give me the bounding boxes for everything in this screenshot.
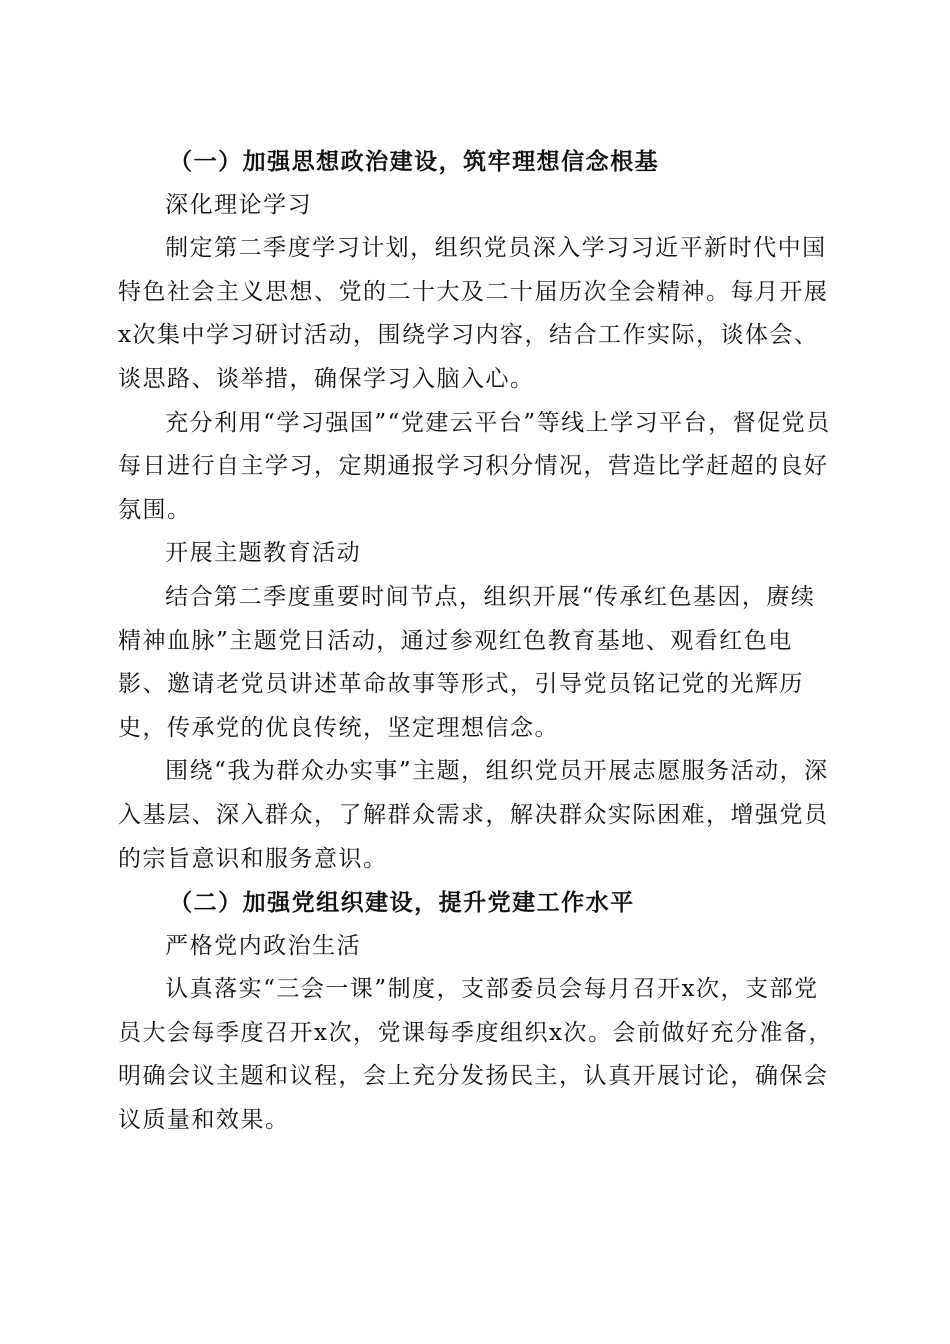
paragraph-three-meetings: 认真落实“三会一课”制度，支部委员会每月召开x次，支部党员大会每季度召开x次，党课每季度组织x次。会前做好充分准备，明确会议主题和议程，会上充分发扬民主，认真开展讨论，确保会议质量和效果。 (118, 976, 833, 1134)
subsection-heading-political-life: 严格党内政治生活 (165, 932, 362, 959)
paragraph-online-learning: 充分利用“学习强国”“党建云平台”等线上学习平台，督促党员每日进行自主学习，定期通报学习积分情况，营造比学赶超的良好氛围。 (118, 409, 831, 523)
subsection-heading-theme-education: 开展主题教育活动 (165, 540, 362, 567)
paragraph-party-day-activity: 结合第二季度重要时间节点，组织开展“传承红色基因，赓续精神血脉”主题党日活动，通过参观红色教育基地、观看红色电影、邀请老党员讲述革命故事等形式，引导党员铭记党的光辉历史，传承党的优良传统，坚定理想信念。 (118, 583, 816, 741)
section-heading-1: （一）加强思想政治建设，筑牢理想信念根基 (169, 148, 660, 175)
paragraph-study-plan: 制定第二季度学习计划，组织党员深入学习习近平新时代中国特色社会主义思想、党的二十大及二十届历次全会精神。每月开展x次集中学习研讨活动，围绕学习内容，结合工作实际，谈体会、谈思路、谈举措，确保学习入脑入心。 (118, 235, 829, 392)
document-body (118, 140, 834, 1143)
section-heading-2: （二）加强党组织建设，提升党建工作水平 (169, 889, 635, 917)
paragraph-volunteer-service: 围绕“我为群众办实事”主题，组织党员开展志愿服务活动，深入基层、深入群众，了解群众需求，解决群众实际困难，增强党员的宗旨意识和服务意识。 (118, 758, 829, 872)
subsection-heading-theory-study: 深化理论学习 (165, 191, 313, 218)
